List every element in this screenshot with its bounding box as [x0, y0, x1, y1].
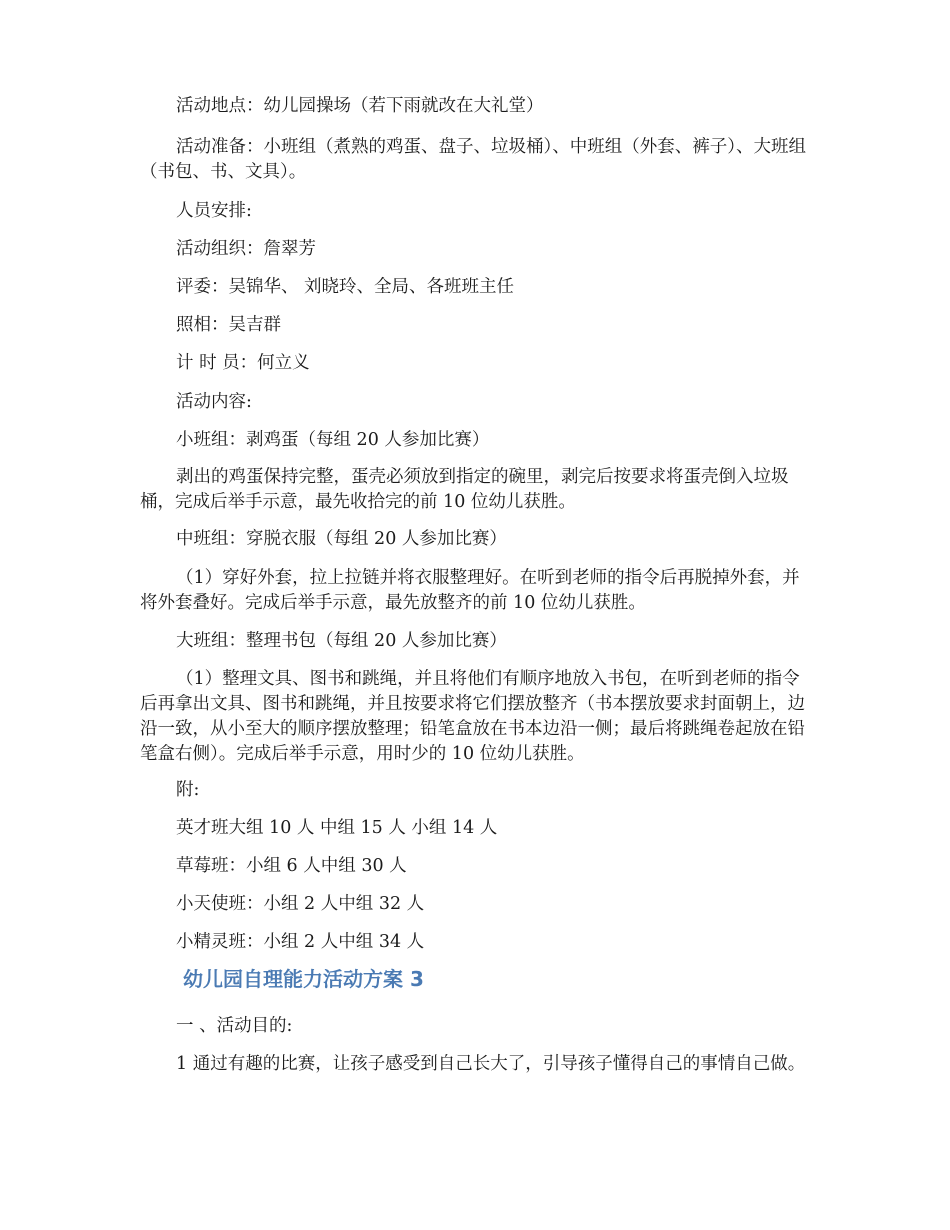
paragraph-small-class: 小班组：剥鸡蛋（每组 20 人参加比赛）	[176, 430, 490, 450]
paragraph-organizer: 活动组织：詹翠芳	[176, 239, 316, 259]
paragraph-class-yingcai: 英才班大组 10 人 中组 15 人 小组 14 人	[176, 818, 498, 838]
paragraph-timekeeper: 计 时 员：何立义	[176, 353, 310, 373]
paragraph-small-class-rules: 剥出的鸡蛋保持完整，蛋壳必须放到指定的碗里，剥完后按要求将蛋壳倒入垃圾桶，完成后举手示意，最先收拾完的前 10 位幼儿获胜。	[140, 467, 789, 512]
paragraph-preparation: 活动准备：小班组（煮熟的鸡蛋、盘子、垃圾桶）、中班组（外套、裤子）、大班组（书包、书、文具）。	[140, 137, 806, 182]
paragraph-judges: 评委：吴锦华、 刘晓玲、全局、各班班主任	[176, 277, 515, 297]
paragraph-photographer: 照相：吴吉群	[176, 315, 281, 335]
paragraph-purpose-heading: 一 、活动目的:	[176, 1016, 293, 1036]
section-heading: 幼儿园自理能力活动方案 3	[183, 967, 424, 991]
paragraph-big-class-rules: （1）整理文具、图书和跳绳，并且将他们有顺序地放入书包，在听到老师的指令后再拿出文具、图书和跳绳，并且按要求将它们摆放整齐（书本摆放要求封面朝上，边沿一致，从小至大的顺序摆放整理；铅笔盒放在书本边沿一侧；最后将跳绳卷起放在铅笔盒右侧）。完成后举手示意，用时少的 10 位幼儿获胜。	[140, 669, 805, 764]
paragraph-class-xiaotianshi: 小天使班：小组 2 人中组 32 人	[176, 894, 425, 914]
paragraph-middle-class: 中班组：穿脱衣服（每组 20 人参加比赛）	[176, 529, 507, 549]
paragraph-content-heading: 活动内容:	[176, 392, 252, 412]
paragraph-class-caomei: 草莓班：小组 6 人中组 30 人	[176, 856, 407, 876]
paragraph-appendix: 附:	[176, 780, 200, 800]
paragraph-big-class: 大班组：整理书包（每组 20 人参加比赛）	[176, 631, 507, 651]
paragraph-location: 活动地点：幼儿园操场（若下雨就改在大礼堂）	[176, 96, 544, 116]
paragraph-class-xiaojingling: 小精灵班：小组 2 人中组 34 人	[176, 932, 425, 952]
paragraph-middle-class-rules: （1）穿好外套，拉上拉链并将衣服整理好。在听到老师的指令后再脱掉外套，并将外套叠好。完成后举手示意，最先放整齐的前 10 位幼儿获胜。	[140, 568, 800, 613]
paragraph-purpose-1: 1 通过有趣的比赛，让孩子感受到自己长大了，引导孩子懂得自己的事情自己做。	[176, 1054, 806, 1074]
paragraph-staff-heading: 人员安排:	[176, 201, 252, 221]
